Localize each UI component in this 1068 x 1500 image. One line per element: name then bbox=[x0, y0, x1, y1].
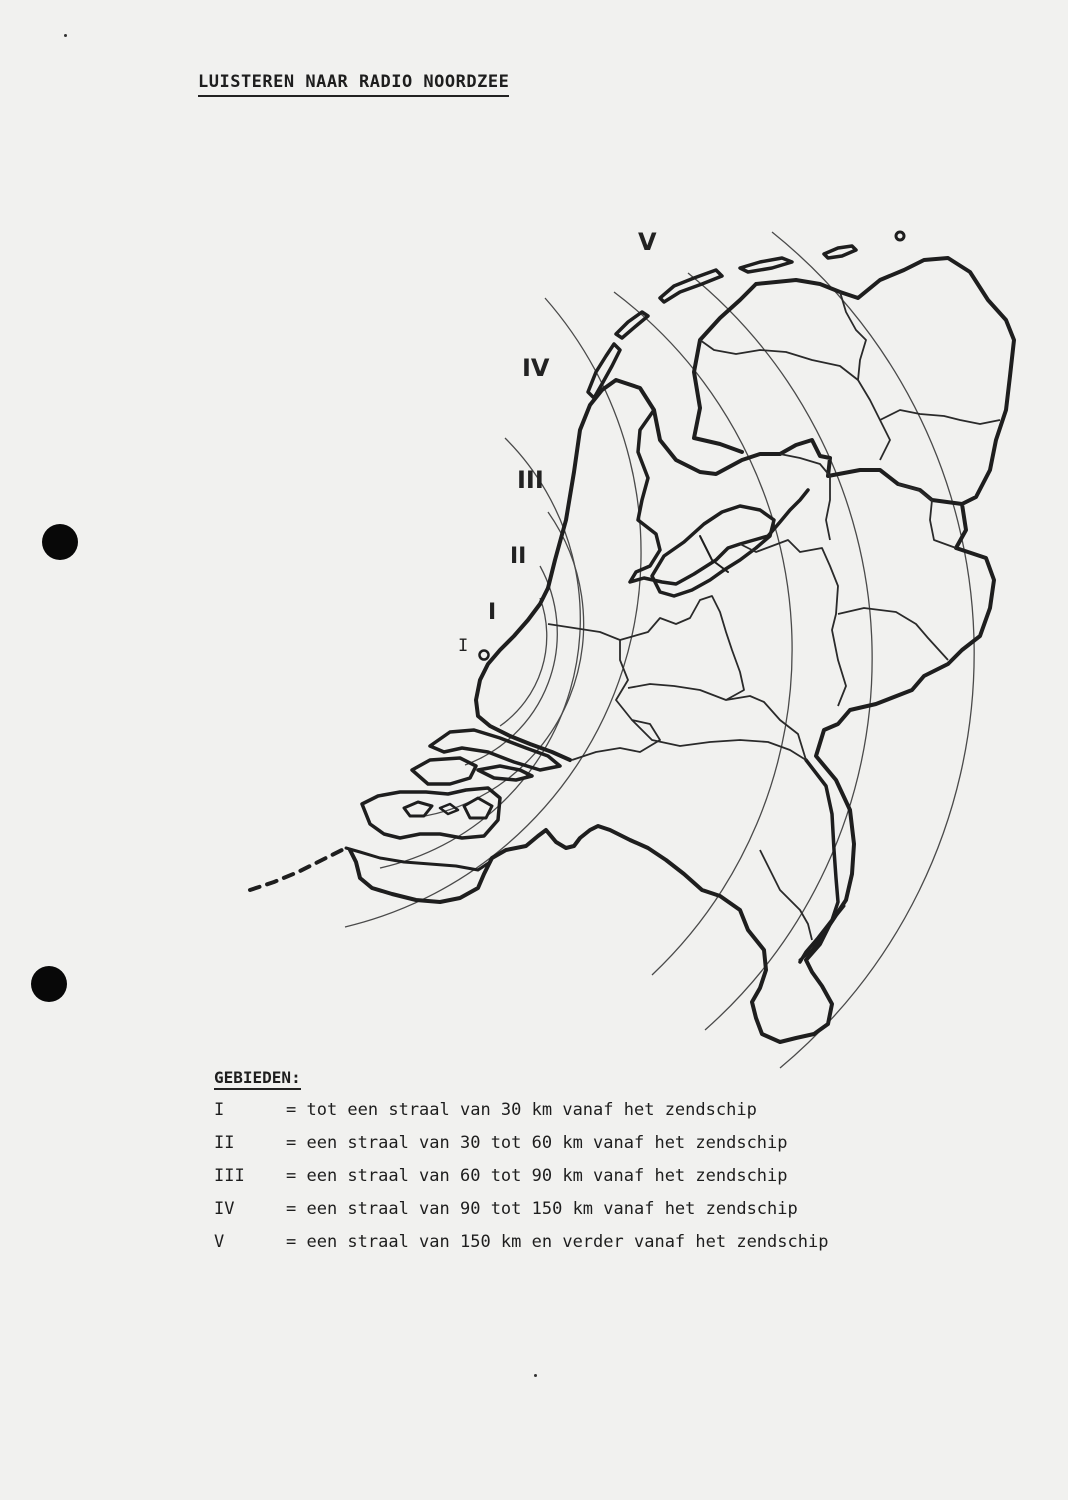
transmitter-ship-marker bbox=[480, 651, 489, 660]
zone-label-iii: III bbox=[517, 466, 544, 494]
province-border bbox=[700, 340, 858, 380]
province-border bbox=[838, 608, 948, 660]
province-border bbox=[628, 684, 806, 760]
legend-key: II bbox=[214, 1133, 235, 1153]
province-border bbox=[880, 410, 1000, 424]
coverage-arc bbox=[425, 512, 584, 816]
province-border bbox=[930, 500, 956, 548]
legend-text: = een straal van 150 km en verder vanaf het zendschip bbox=[286, 1232, 829, 1252]
ijsselmeer-shore bbox=[630, 410, 808, 584]
country-outline bbox=[350, 258, 1014, 1042]
legend-title: GEBIEDEN: bbox=[214, 1068, 301, 1090]
legend bbox=[214, 1068, 828, 1265]
page-title: LUISTEREN NAAR RADIO NOORDZEE bbox=[198, 72, 509, 97]
river-ijssel bbox=[800, 760, 838, 962]
coverage-arc bbox=[688, 273, 872, 1030]
inner-water bbox=[404, 802, 432, 816]
province-borders bbox=[548, 292, 1000, 940]
island-tholen bbox=[478, 766, 532, 780]
zone-label-i: I bbox=[488, 600, 497, 625]
legend-text: = tot een straal van 30 km vanaf het zendschip bbox=[286, 1100, 757, 1120]
estuary-line bbox=[346, 848, 490, 870]
province-border bbox=[780, 454, 830, 540]
legend-key: III bbox=[214, 1166, 245, 1186]
coverage-arcs bbox=[345, 232, 974, 1068]
island-schouwen bbox=[412, 758, 476, 784]
province-border bbox=[740, 540, 846, 706]
legend-item bbox=[214, 1199, 828, 1232]
legend-item bbox=[214, 1232, 828, 1265]
border-dashed bbox=[250, 848, 346, 890]
ship-marker-label: I bbox=[458, 636, 469, 656]
zone-label-v: V bbox=[638, 228, 657, 256]
province-border bbox=[840, 292, 890, 460]
legend-key: I bbox=[214, 1100, 225, 1120]
legend-item bbox=[214, 1133, 828, 1166]
island-rottumeroog bbox=[896, 232, 904, 240]
inner-water bbox=[464, 798, 492, 818]
province-border bbox=[620, 596, 744, 700]
zone-label-iv: IV bbox=[522, 354, 550, 382]
island-walcheren-beveland bbox=[362, 788, 500, 838]
province-border bbox=[548, 624, 660, 760]
legend-key: IV bbox=[214, 1199, 235, 1219]
legend-text: = een straal van 60 tot 90 km vanaf het zendschip bbox=[286, 1166, 788, 1186]
legend-item bbox=[214, 1166, 828, 1199]
legend-item bbox=[214, 1100, 828, 1133]
coverage-arc bbox=[500, 598, 547, 726]
legend-key: V bbox=[214, 1232, 225, 1252]
province-border bbox=[760, 850, 812, 940]
inner-water bbox=[440, 804, 458, 814]
island-schiermonnikoog bbox=[824, 246, 856, 258]
island-ameland bbox=[740, 258, 792, 272]
zone-label-ii: II bbox=[510, 544, 527, 569]
legend-text: = een straal van 90 tot 150 km vanaf het zendschip bbox=[286, 1199, 798, 1219]
legend-text: = een straal van 30 tot 60 km vanaf het zendschip bbox=[286, 1133, 788, 1153]
